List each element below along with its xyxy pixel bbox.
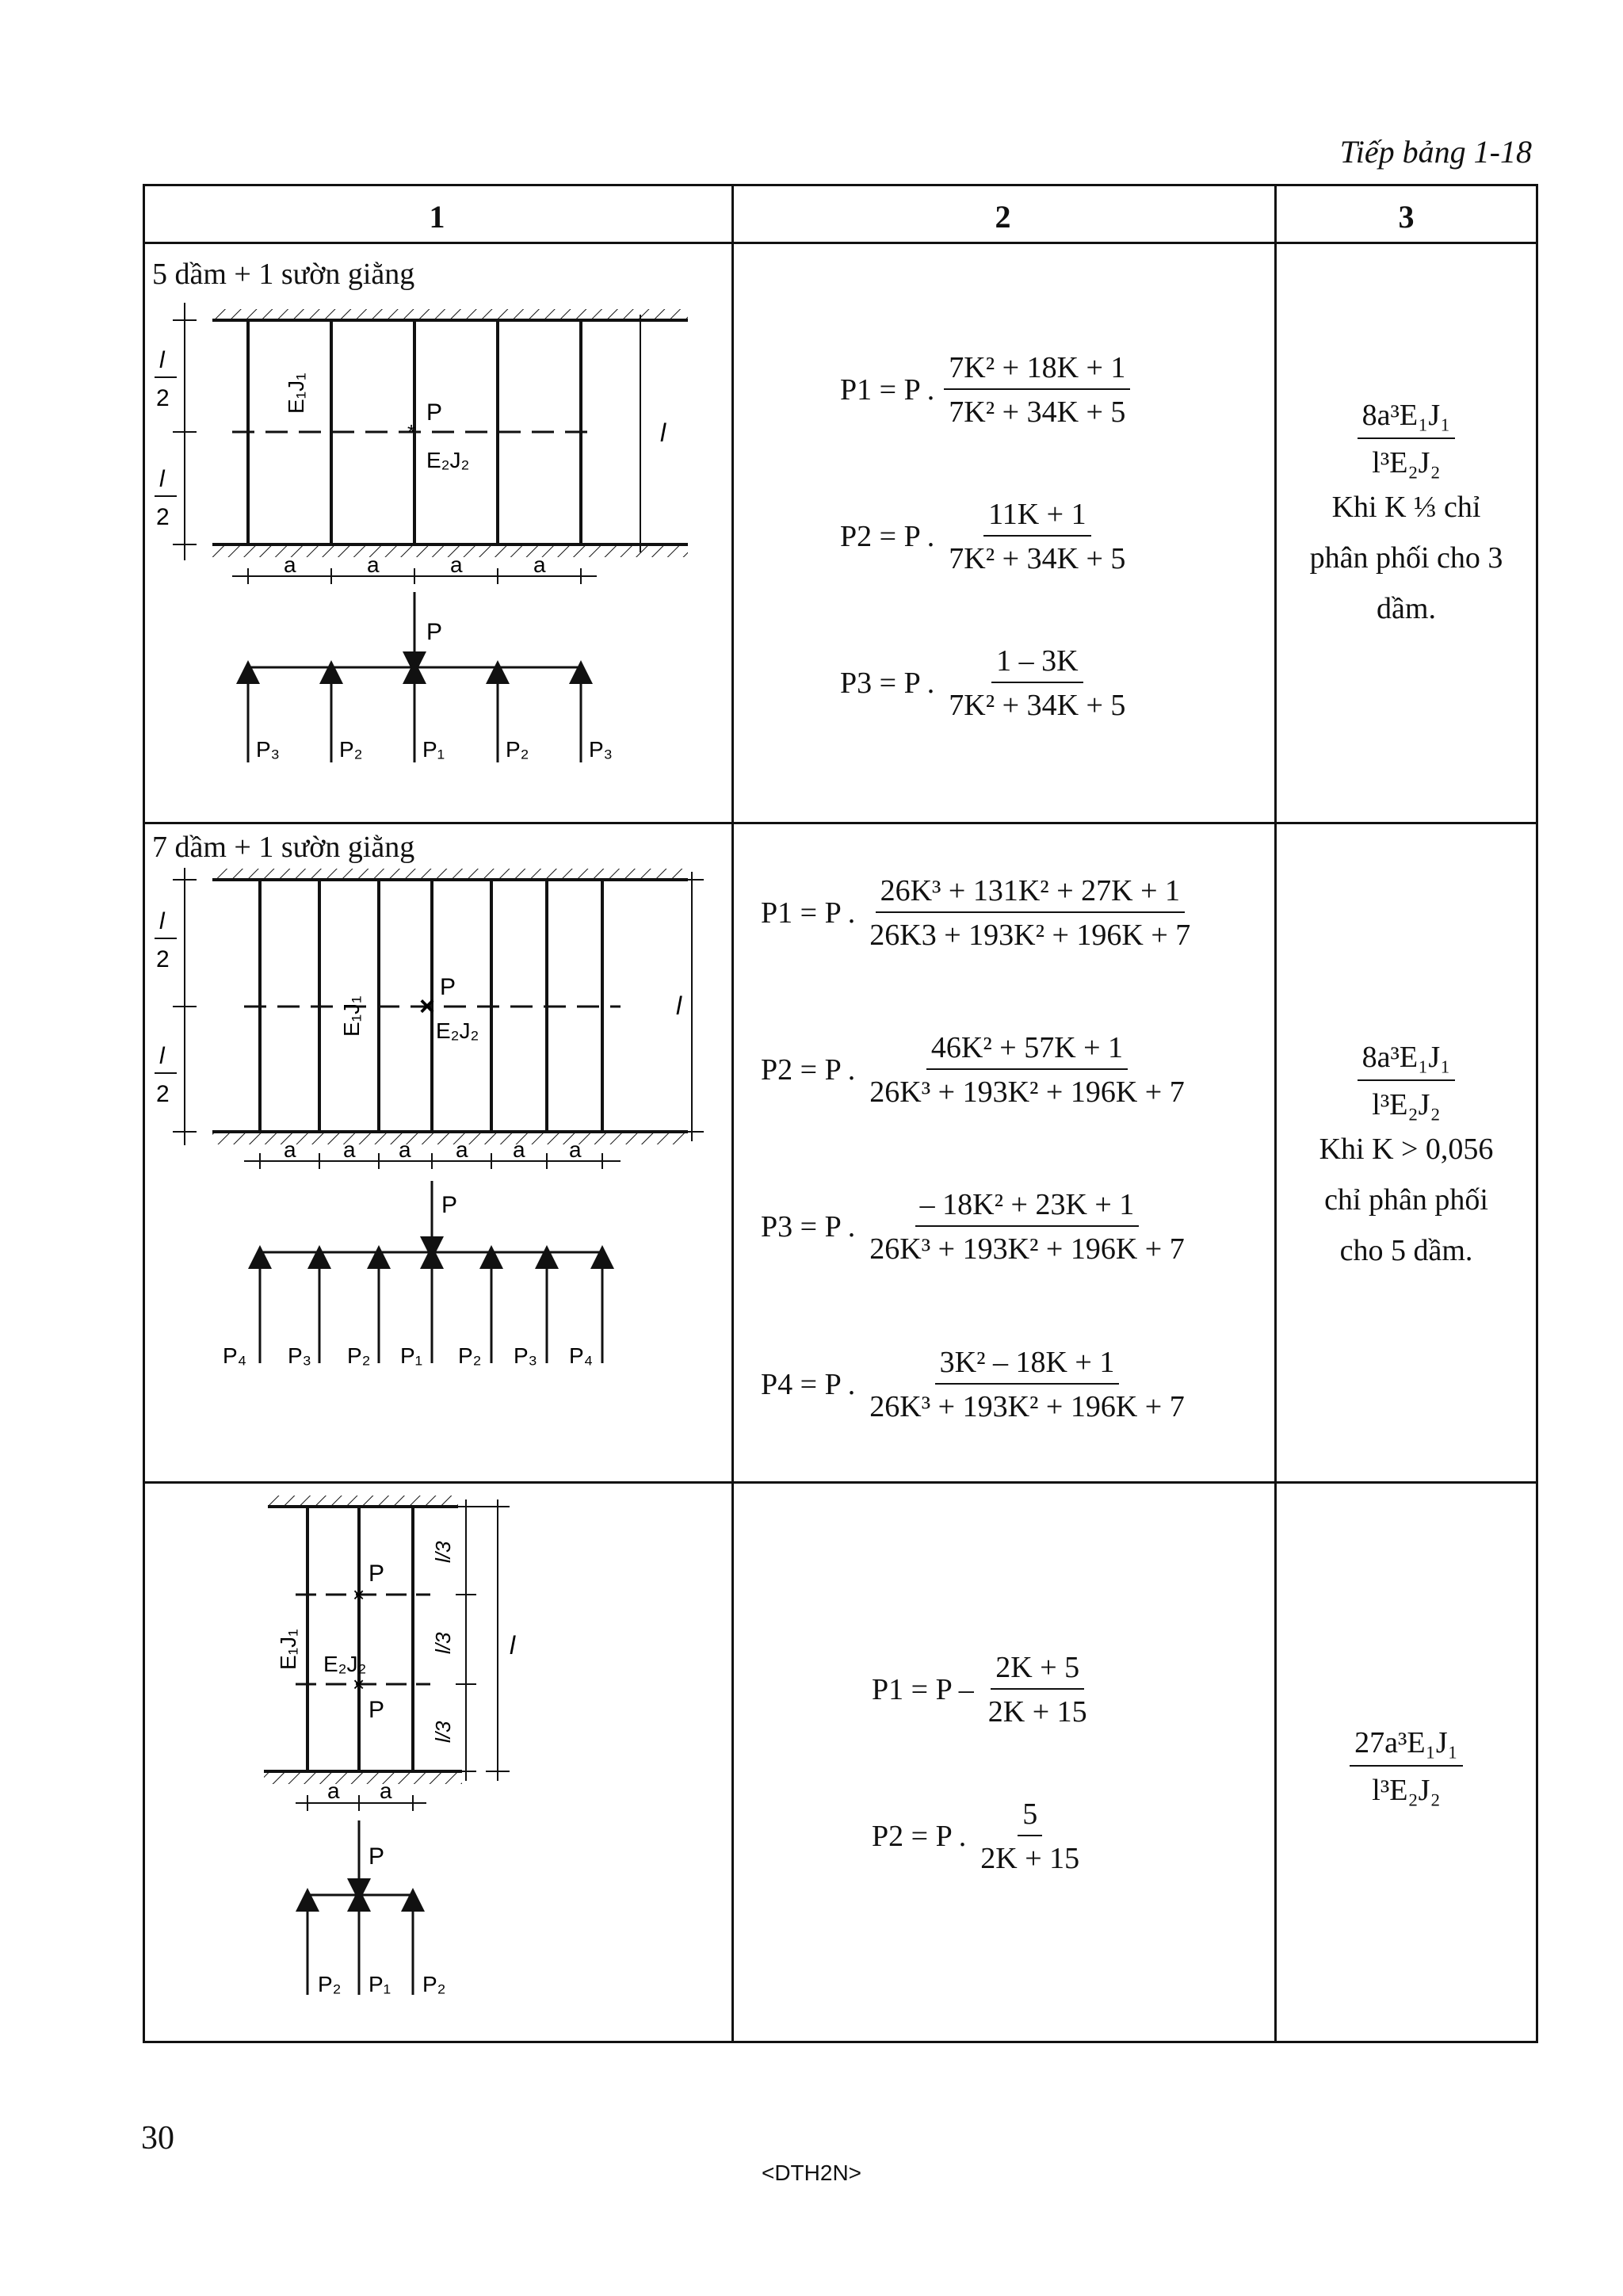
row-1-title: 5 dầm + 1 sườn giằng: [152, 258, 415, 291]
third-span-label: l/3: [431, 1632, 455, 1654]
column-header-3: 3: [1398, 199, 1415, 235]
reaction-p1: P₁: [400, 1343, 423, 1368]
spacing-a: a: [513, 1137, 525, 1162]
span-label: l: [510, 1631, 516, 1660]
table-border-bottom: [143, 2041, 1538, 2043]
reaction-p1: P₁: [369, 1972, 391, 1996]
eq-numerator: 11K + 1: [983, 497, 1090, 537]
table-border-right: [1536, 184, 1538, 2043]
eq-lhs: P3 = P .: [840, 667, 935, 700]
applied-load-label: P: [426, 619, 443, 645]
footer-watermark: <DTH2N>: [761, 2160, 862, 2185]
eq-lhs: P4 = P .: [761, 1368, 856, 1401]
diagram-label-e1j1: E₁J₁: [276, 1629, 300, 1670]
spacing-a: a: [367, 552, 380, 577]
row-2-note-line-3: cho 5 dầm.: [1339, 1234, 1473, 1267]
applied-load-label: P: [369, 1843, 385, 1870]
half-span-label-top: l: [159, 908, 165, 934]
eq-fraction: [944, 497, 1130, 576]
spacing-a: a: [284, 552, 296, 577]
eq-denominator: 7K² + 34K + 5: [949, 689, 1126, 722]
row-2-note-line-1: Khi K > 0,056: [1319, 1133, 1494, 1166]
reaction-p4: P₄: [569, 1343, 594, 1368]
reaction-p2: P₂: [422, 1972, 446, 1996]
half-span-label-bottom: l: [159, 1043, 165, 1069]
half-span-label-bottom: l: [159, 466, 165, 492]
eq-fraction: [865, 873, 1195, 953]
eq-denominator: 26K³ + 193K² + 196K + 7: [869, 1390, 1185, 1423]
coefficient-fraction: [1350, 1724, 1463, 1809]
spacing-a: a: [456, 1137, 468, 1162]
eq-lhs: P2 = P .: [840, 520, 935, 553]
reaction-p1: P₁: [422, 737, 445, 762]
eq-lhs: P3 = P .: [761, 1210, 856, 1244]
row-1-coefficient: [1277, 390, 1536, 634]
half-span-denominator-top: 2: [156, 385, 170, 411]
row-1-note-line-2: phân phối cho 3: [1309, 541, 1503, 575]
spacing-dimension: [244, 1153, 621, 1169]
eq-numerator: – 18K² + 23K + 1: [915, 1187, 1140, 1227]
reaction-arrows: [248, 672, 581, 762]
applied-load-label: P: [441, 1192, 458, 1218]
spacing-dimension: [296, 1795, 426, 1811]
eq-lhs: P1 = P –: [872, 1673, 974, 1706]
eq-fraction: [865, 1030, 1189, 1110]
row-2-note-line-2: chỉ phân phối: [1324, 1183, 1488, 1217]
row-2-eq-p2: [761, 1030, 1190, 1110]
row-1-note-line-3: dầm.: [1377, 592, 1436, 625]
row-1-eq-p3: [840, 644, 1130, 723]
reaction-p2: P₂: [506, 737, 529, 762]
right-dimension: [450, 1499, 510, 1781]
half-span-label-top: l: [159, 347, 165, 373]
load-point-mark: *: [407, 420, 416, 444]
col-divider-1: [731, 184, 734, 2043]
row-1-eq-p2: [840, 497, 1130, 576]
reaction-p2: P₂: [339, 737, 363, 762]
diagram-label-e1j1: E₁J₁: [284, 372, 308, 414]
eq-fraction: [865, 1187, 1189, 1266]
eq-fraction: [944, 350, 1130, 430]
row-1-eq-p1: [840, 350, 1130, 430]
eq-lhs: P1 = P .: [761, 896, 856, 930]
diagram-label-e1j1: E₁J₁: [339, 995, 364, 1037]
reaction-p2: P₂: [318, 1972, 342, 1996]
eq-numerator: 7K² + 18K + 1: [944, 350, 1130, 390]
third-span-label: l/3: [431, 1721, 455, 1743]
reaction-p2: P₂: [347, 1343, 371, 1368]
eq-numerator: 46K² + 57K + 1: [926, 1030, 1128, 1070]
eq-numerator: 2K + 5: [991, 1650, 1084, 1690]
diagram-3-beams: [145, 1488, 731, 2034]
eq-fraction: [976, 1797, 1084, 1876]
row-1-note-line-1: Khi K ⅓ chỉ: [1331, 491, 1481, 524]
coefficient-denominator: l³E₂J₂: [1372, 1088, 1441, 1121]
left-dimension: [173, 868, 197, 1145]
eq-denominator: 7K² + 34K + 5: [949, 395, 1126, 429]
eq-numerator: 1 – 3K: [991, 644, 1083, 683]
eq-denominator: 7K² + 34K + 5: [949, 542, 1126, 575]
spacing-a: a: [569, 1137, 582, 1162]
bottom-support: [264, 1771, 462, 1784]
right-dimension: [628, 315, 652, 552]
eq-fraction: [865, 1345, 1189, 1424]
eq-lhs: P1 = P .: [840, 373, 935, 407]
header-divider: [143, 242, 1538, 244]
row-2-title: 7 dầm + 1 sườn giằng: [152, 831, 415, 864]
span-label: l: [660, 418, 666, 447]
eq-denominator: 26K³ + 193K² + 196K + 7: [869, 1232, 1185, 1266]
eq-lhs: P2 = P .: [872, 1820, 967, 1853]
diagram-label-e2j2: E₂J₂: [426, 448, 470, 472]
diagram-7-beams: [145, 856, 731, 1474]
reaction-p3: P₃: [256, 737, 281, 762]
left-dimension: [173, 303, 197, 560]
top-support: [212, 309, 688, 320]
spacing-a: a: [450, 552, 463, 577]
eq-numerator: 5: [1018, 1797, 1042, 1836]
table-border-top: [143, 184, 1538, 186]
reaction-p3: P₃: [288, 1343, 312, 1368]
row-3-coefficient: [1277, 1717, 1536, 1809]
spacing-a: a: [343, 1137, 356, 1162]
load-point-mark: ×: [353, 1583, 365, 1606]
eq-denominator: 2K + 15: [980, 1842, 1080, 1875]
third-span-label: l/3: [431, 1541, 455, 1563]
beams: [307, 1507, 413, 1771]
diagram-5-beams: [145, 279, 731, 818]
reaction-p4: P₄: [223, 1343, 247, 1368]
row-3-eq-p2: [872, 1797, 1084, 1876]
coefficient-fraction: [1358, 1038, 1456, 1124]
eq-lhs: P2 = P .: [761, 1053, 856, 1087]
eq-numerator: 26K³ + 131K² + 27K + 1: [876, 873, 1185, 913]
coefficient-numerator: 8a³E₁J₁: [1358, 396, 1456, 439]
spacing-a: a: [380, 1778, 392, 1803]
diagram-label-e2j2: E₂J₂: [323, 1652, 367, 1676]
half-span-denominator-bottom: 2: [156, 504, 170, 530]
load-point-mark: ×: [419, 991, 435, 1022]
top-support: [268, 1496, 458, 1507]
continuation-label: Tiếp bảng 1-18: [1339, 134, 1532, 170]
page-number: 30: [141, 2120, 174, 2157]
spacing-a: a: [533, 552, 546, 577]
right-dimension: [680, 872, 704, 1141]
half-span-denominator-top: 2: [156, 946, 170, 972]
formula-table: [143, 184, 1538, 2043]
spacing-a: a: [284, 1137, 296, 1162]
eq-numerator: 3K² – 18K + 1: [935, 1345, 1120, 1385]
reaction-p3: P₃: [514, 1343, 538, 1368]
row-divider-2: [143, 1481, 1538, 1484]
row-2-eq-p1: [761, 873, 1195, 953]
eq-denominator: 2K + 15: [987, 1695, 1087, 1729]
row-divider-1: [143, 822, 1538, 824]
top-support: [212, 869, 688, 880]
eq-fraction: [983, 1650, 1092, 1729]
coefficient-denominator: l³E₂J₂: [1372, 1774, 1441, 1807]
reaction-p3: P₃: [589, 737, 613, 762]
row-2-eq-p3: [761, 1187, 1190, 1266]
coefficient-denominator: l³E₂J₂: [1372, 446, 1441, 479]
column-header-2: 2: [995, 199, 1011, 235]
diagram-label-p: P: [369, 1561, 385, 1587]
coefficient-numerator: 8a³E₁J₁: [1358, 1038, 1456, 1081]
spacing-a: a: [327, 1778, 340, 1803]
coefficient-numerator: 27a³E₁J₁: [1350, 1724, 1463, 1767]
diagram-label-p: P: [426, 399, 443, 426]
diagram-label-p: P: [369, 1697, 385, 1723]
eq-fraction: [944, 644, 1130, 723]
load-point-mark: ×: [353, 1672, 365, 1696]
row-2-eq-p4: [761, 1345, 1190, 1424]
half-span-denominator-bottom: 2: [156, 1081, 170, 1107]
column-header-1: 1: [429, 199, 445, 235]
row-3-eq-p1: [872, 1650, 1092, 1729]
spacing-a: a: [399, 1137, 411, 1162]
coefficient-fraction: [1358, 396, 1456, 482]
diagram-label-e2j2: E₂J₂: [436, 1018, 479, 1043]
eq-denominator: 26K3 + 193K² + 196K + 7: [869, 919, 1191, 952]
row-2-coefficient: [1277, 1032, 1536, 1276]
eq-denominator: 26K³ + 193K² + 196K + 7: [869, 1075, 1185, 1109]
diagram-label-p: P: [440, 974, 456, 1000]
span-label: l: [676, 991, 682, 1020]
reaction-p2: P₂: [458, 1343, 482, 1368]
